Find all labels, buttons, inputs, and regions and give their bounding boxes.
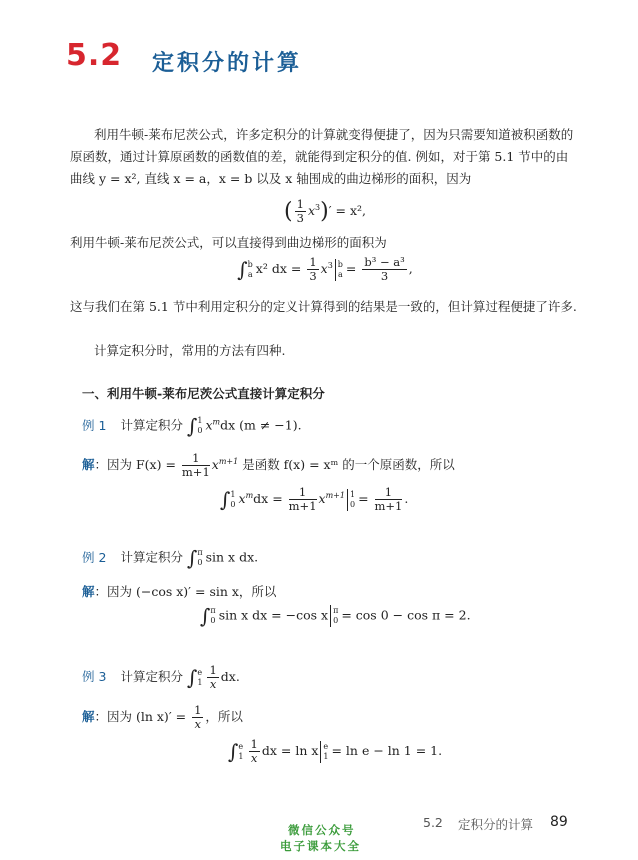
example-3-tail: dx. [220, 669, 240, 684]
section-title: 定积分的计算 [152, 51, 303, 76]
example-3-solution-text-a: ：因为 (ln x)′ = [94, 709, 187, 724]
example-3-solution: 解：因为 (ln x)′ = $\frac{1}{x}$ ，所以 [82, 703, 243, 731]
example-3-solution-text-b: ，所以 [205, 709, 243, 724]
watermark-line-1: 微信公众号 [288, 823, 356, 837]
example-1: 例 1 计算定积分 ∫1 0 $x^mdx$ (m ≠ −1). [82, 414, 302, 438]
example-2-equation: ∫π 0 sin x dx = −cos x π 0 = cos 0 − cos π = 2. [200, 604, 471, 628]
watermark-line-2: 电子课本大全 [280, 839, 361, 853]
example-2-equation-right: = cos 0 − cos π = 2. [341, 607, 471, 623]
equation-2-numerator: b³ − a³ [364, 255, 405, 269]
example-3-solution-label: 解 [82, 709, 95, 724]
subsection-heading: 一、利用牛顿-莱布尼茨公式直接计算定积分 [82, 386, 325, 401]
intro-paragraph-3: 这与我们在第 5.1 节中利用定积分的定义计算得到的结果是一致的，但计算过程便捷了许多. [70, 299, 577, 314]
example-2-integrand: sin x dx. [205, 549, 259, 565]
example-3-label: 例 3 [82, 669, 107, 684]
equation-2-integrand: x² dx = [255, 261, 302, 276]
example-3-equation: ∫e 1 $\frac{1}{x}$ dx = ln x e 1 = ln e − ln 1 = 1. [228, 737, 443, 765]
example-1-equation: ∫1 0 $x^mdx$ = $\frac{1}{m+1}$ $x^{m+1}$ 1 0 = $\frac{1}{m+1}$ . [220, 485, 409, 513]
equation-2-equals: = [345, 261, 357, 276]
footer-section-number: 5.2 [423, 815, 443, 830]
example-2-solution [82, 582, 276, 600]
example-3-equation-right: = ln e − ln 1 = 1. [331, 743, 443, 758]
example-2-label: 例 2 [82, 549, 107, 565]
equation-1: ( $\frac{1}{3}$ $x^3)' = x^2$, [284, 197, 366, 225]
footer-section-title: 定积分的计算 [458, 817, 534, 832]
example-2-solution-label: 解 [82, 584, 95, 599]
example-1-prompt: 计算定积分 [120, 417, 183, 433]
intro-paragraph-4: 计算定积分时，常用的方法有四种. [94, 343, 286, 358]
intro-paragraph-1: 利用牛顿-莱布尼茨公式，许多定积分的计算就变得便捷了，因为只需要知道被积函数的原函数，通过计算原函数的函数值的差，就能得到定积分的值. 例如，对于第 5.1 节中的由曲线 y = x², 直线 x = a，x = b 以及 x 轴围成的曲边梯形的面积，因为 [70, 127, 574, 186]
equation-2: ∫b a x² dx = $\frac{1}{3}$ $x^3$ b a = $\frac{\text{b³ − a³}}{3}$ , [237, 255, 413, 283]
example-3-equation-mid: dx = ln x [261, 743, 319, 758]
example-3: 例 3 计算定积分 ∫e 1 $\frac{1}{x}$ dx. [82, 663, 240, 691]
example-2-solution-text: ：因为 (−cos x)′ = sin x，所以 [94, 584, 277, 599]
equation-2-denominator: 3 [380, 269, 389, 283]
example-2-equation-left: sin x dx = −cos x [218, 607, 329, 623]
equation-1-tail: ′ = x², [328, 203, 366, 218]
example-1-solution-text-a: ：因为 F(x) = [94, 457, 176, 472]
example-1-solution: 解：因为 F(x) = $\frac{1}{m+1}$ $x^{m+1}$ 是函数 f(x) = xᵐ 的一个原函数，所以 [82, 451, 455, 479]
example-2: 例 2 计算定积分 ∫π 0 sin x dx. [82, 546, 259, 570]
page-number: 89 [550, 814, 568, 830]
example-3-prompt: 计算定积分 [120, 669, 183, 684]
example-1-solution-text-b: 是函数 f(x) = xᵐ 的一个原函数，所以 [242, 457, 455, 472]
example-2-prompt: 计算定积分 [120, 549, 183, 565]
example-1-equation-tail: . [404, 491, 409, 506]
example-1-tail: (m ≠ −1). [239, 417, 302, 433]
intro-paragraph-2: 利用牛顿-莱布尼茨公式，可以直接得到曲边梯形的面积为 [70, 235, 387, 250]
example-1-label: 例 1 [82, 417, 107, 433]
example-1-solution-label: 解 [82, 457, 95, 472]
section-number: 5.2 [66, 38, 123, 73]
